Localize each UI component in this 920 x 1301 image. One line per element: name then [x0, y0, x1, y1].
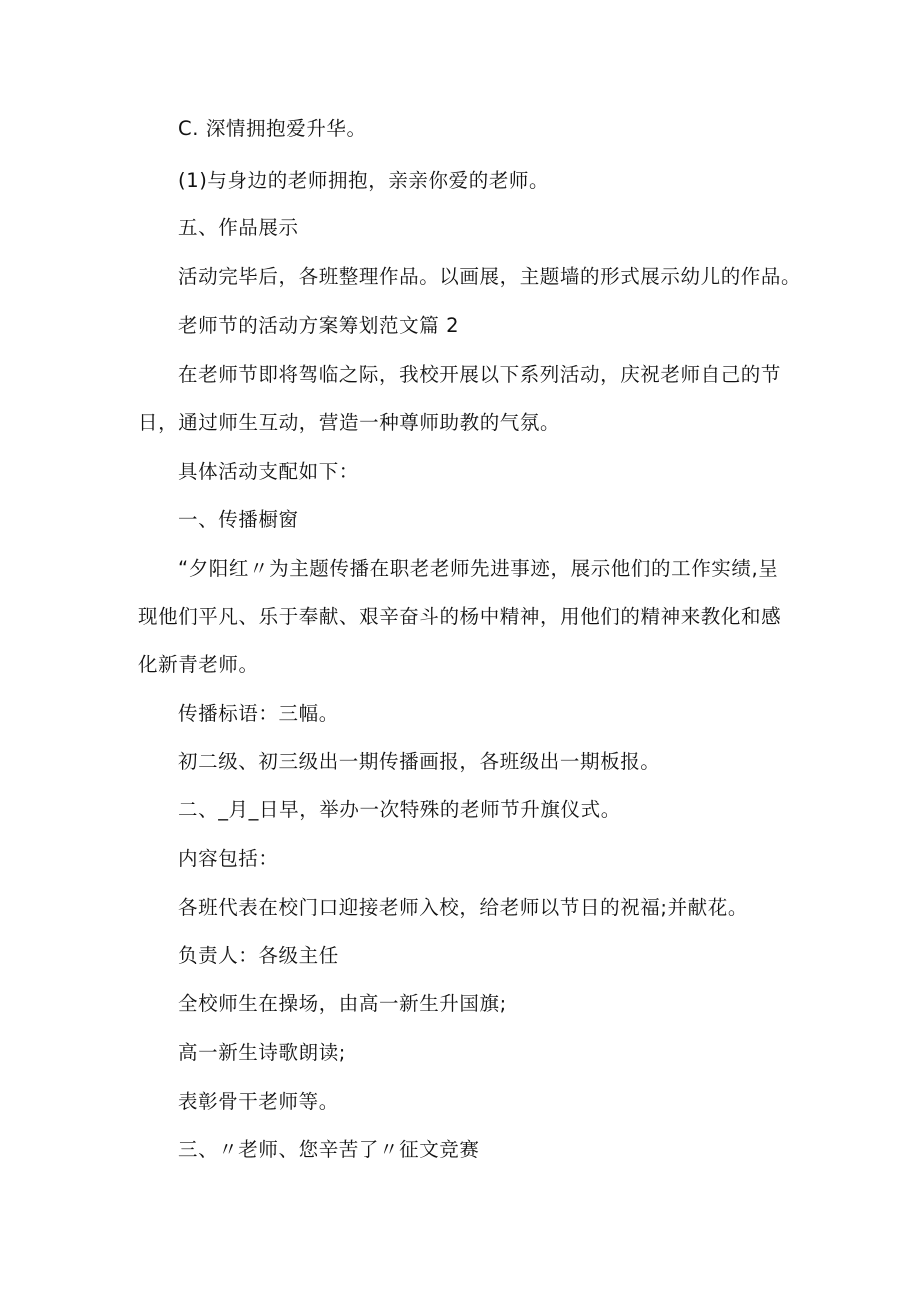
- paragraph-text: 各班代表在校门口迎接老师入校，给老师以节日的祝福;并献花。: [178, 896, 748, 919]
- article-title-part-2: [178, 311, 459, 341]
- paragraph-text: “夕阳红〃为主题传播在职老老师先进事迹，展示他们的工作实绩,呈: [178, 557, 779, 580]
- title-text: 老师节的活动方案筹划范文篇 2: [178, 314, 460, 337]
- paragraph-poetry-reading: [178, 1038, 346, 1068]
- paragraph-text: 初二级、初三级出一期传播画报，各班级出一期板报。: [178, 750, 661, 773]
- paragraph-text: (1)与身边的老师拥抱，亲亲你爱的老师。: [178, 169, 550, 192]
- paragraph-text: 传播标语：三幅。: [178, 702, 339, 725]
- paragraph-commend-teachers: [178, 1087, 339, 1117]
- paragraph-text: 内容包括：: [178, 847, 279, 870]
- paragraph-text: 在老师节即将驾临之际，我校开展以下系列活动，庆祝老师自己的节: [178, 363, 782, 386]
- paragraph-sunset-line-1: [178, 554, 778, 584]
- paragraph-text: 表彰骨干老师等。: [178, 1090, 339, 1113]
- heading-text: 一、传播橱窗: [178, 508, 299, 531]
- paragraph-hug-teacher: [178, 166, 549, 196]
- paragraph-text: 负责人：各级主任: [178, 944, 339, 967]
- paragraph-works-display: [178, 262, 801, 292]
- heading-text: 五、作品展示: [178, 216, 299, 239]
- paragraph-text: 化新青老师。: [138, 653, 259, 676]
- heading-text: 二、_月_日早，举办一次特殊的老师节升旗仪式。: [178, 798, 621, 821]
- paragraph-slogans: [178, 699, 339, 729]
- paragraph-posters: [178, 747, 660, 777]
- paragraph-text: 高一新生诗歌朗读;: [178, 1041, 346, 1064]
- paragraph-text: 现他们平凡、乐于奉献、艰辛奋斗的杨中精神，用他们的精神来教化和感: [138, 605, 782, 628]
- paragraph-class-reps: [178, 893, 748, 923]
- section-heading-two: [178, 795, 621, 825]
- paragraph-flag-raising: [178, 989, 507, 1019]
- heading-text: 三、〃老师、您辛苦了〃征文竞赛: [178, 1138, 480, 1161]
- paragraph-arrangement: [178, 457, 359, 487]
- paragraph-sunset-line-3: [138, 650, 259, 680]
- paragraph-text: 具体活动支配如下：: [178, 460, 359, 483]
- paragraph-text: C. 深情拥抱爱升华。: [178, 117, 367, 140]
- paragraph-text: 活动完毕后，各班整理作品。以画展，主题墙的形式展示幼儿的作品。: [178, 265, 802, 288]
- section-heading-three: [178, 1135, 480, 1165]
- paragraph-intro-line-2: [138, 408, 560, 438]
- paragraph-responsible: [178, 941, 339, 971]
- paragraph-contents-include: [178, 844, 279, 874]
- section-heading-five: [178, 213, 299, 243]
- paragraph-sunset-line-2: [138, 602, 781, 632]
- paragraph-text: 全校师生在操场，由高一新生升国旗;: [178, 992, 507, 1015]
- paragraph-text: 日，通过师生互动，营造一种尊师助教的气氛。: [138, 411, 561, 434]
- section-heading-one: [178, 505, 299, 535]
- paragraph-intro-line-1: [178, 360, 781, 390]
- paragraph-c-embrace: [178, 114, 367, 144]
